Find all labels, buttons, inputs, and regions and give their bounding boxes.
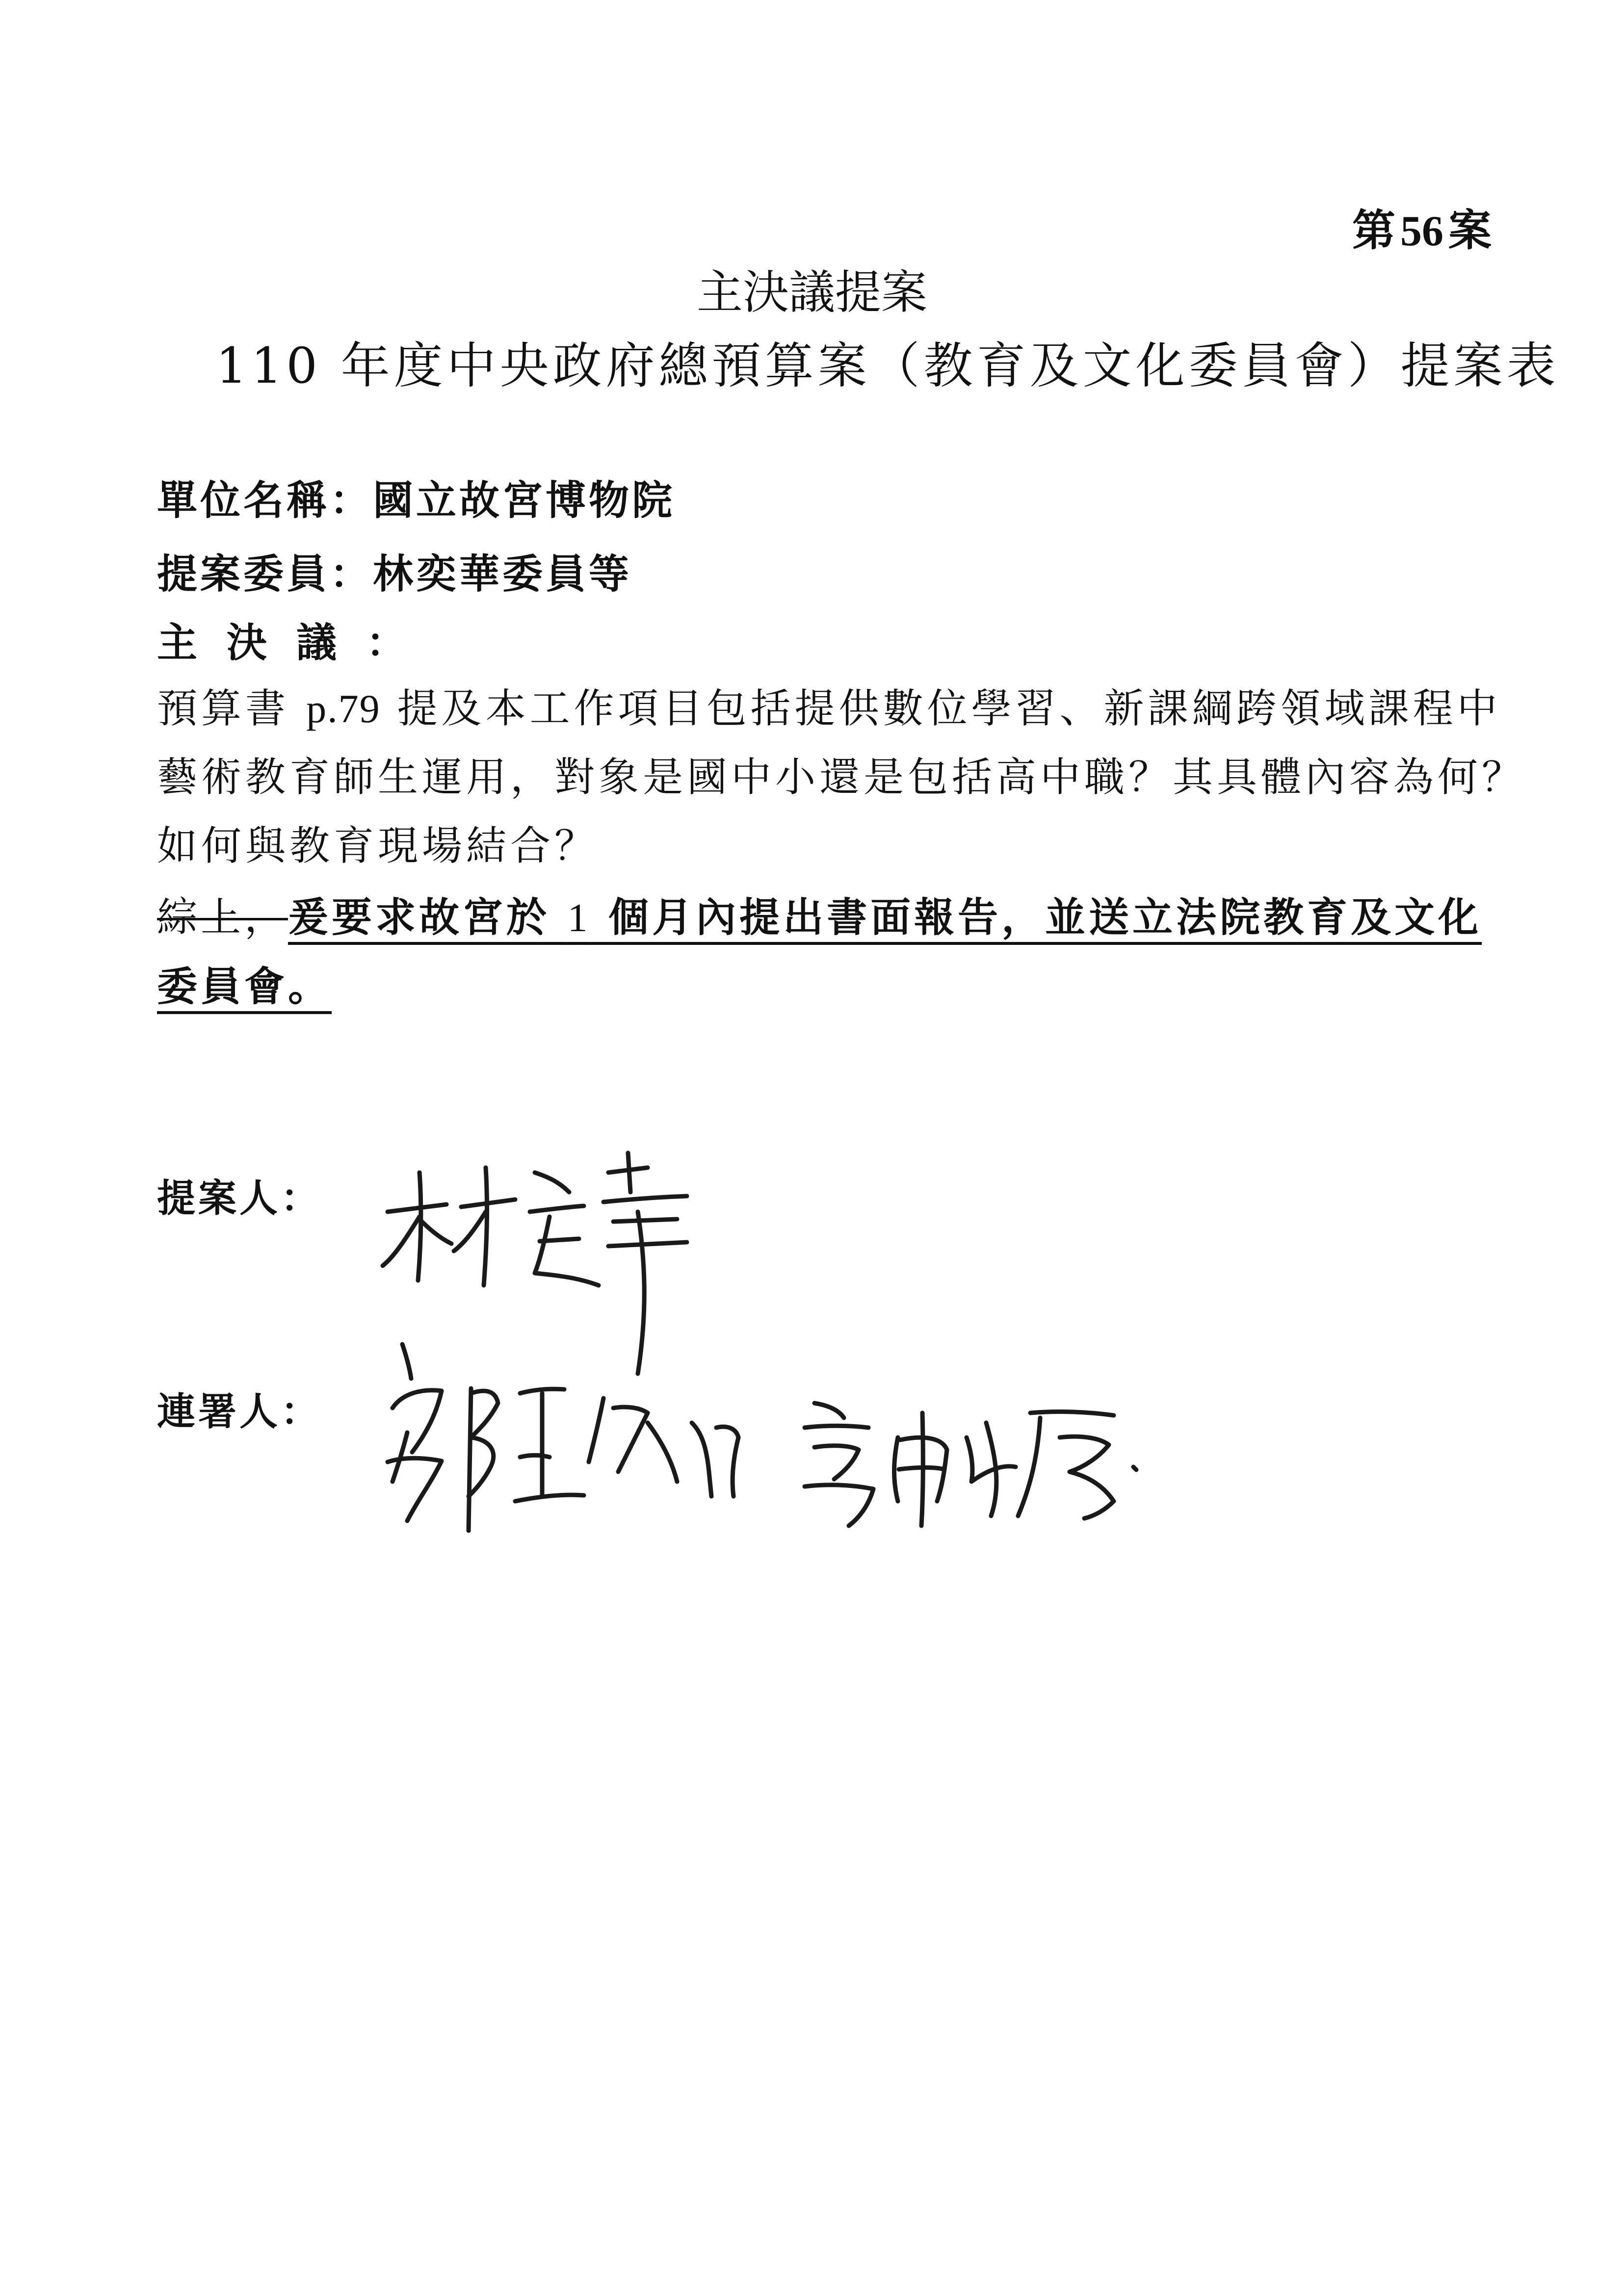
page-reference: p.79 xyxy=(306,686,381,731)
case-number-value: 56 xyxy=(1400,208,1443,255)
document-title: 主決議提案 xyxy=(696,266,927,319)
cosigner-signature-label: 連署人： xyxy=(157,1389,322,1434)
body-line: 藝術教育師生運用，對象是國中小還是包括高中職？其具體內容為何？ xyxy=(157,754,1526,801)
resolution-field xyxy=(157,611,436,668)
resolution-segment xyxy=(288,894,1482,941)
unit-value: 國立故宮博物院 xyxy=(373,477,676,524)
resolution-line xyxy=(157,952,1516,1021)
cosigner-signature-image-1 xyxy=(373,1334,765,1540)
case-number-suffix: 案 xyxy=(1448,205,1492,256)
resolution-text-part: 爰要求故宮於 xyxy=(288,894,568,941)
resolution-number: 1 xyxy=(567,895,591,940)
case-number xyxy=(1352,196,1492,258)
body-line: 如何與教育現場結合？ xyxy=(157,823,599,869)
unit-field xyxy=(157,469,675,526)
resolution-line xyxy=(157,883,1516,952)
proposal-body xyxy=(157,675,1526,881)
body-text-segment: 提及本工作項目包括提供數位學習、新課綱跨領域課程中 xyxy=(380,685,1501,732)
resolution-segment: 委員會。 xyxy=(157,963,332,1010)
cosigner-signature-image-2 xyxy=(795,1383,1148,1531)
case-number-prefix: 第 xyxy=(1352,205,1395,256)
proposer-label: 提案委員： xyxy=(157,550,373,598)
unit-label: 單位名稱： xyxy=(157,477,373,524)
proposer-value: 林奕華委員等 xyxy=(373,550,632,598)
struck-text: 綜上， xyxy=(157,894,288,941)
body-line xyxy=(157,675,1516,743)
resolution-label: 主決議： xyxy=(157,619,436,666)
body-text-segment: 預算書 xyxy=(157,685,307,732)
document-subtitle: 110 年度中央政府總預算案（教育及文化委員會）提案表 xyxy=(216,337,1560,394)
resolution-text xyxy=(157,883,1516,1021)
proposer-field xyxy=(157,542,632,600)
proposer-signature-label: 提案人： xyxy=(157,1176,322,1221)
resolution-text-part: 個月內提出書面報告，並送立法院教育及文化 xyxy=(591,894,1482,941)
